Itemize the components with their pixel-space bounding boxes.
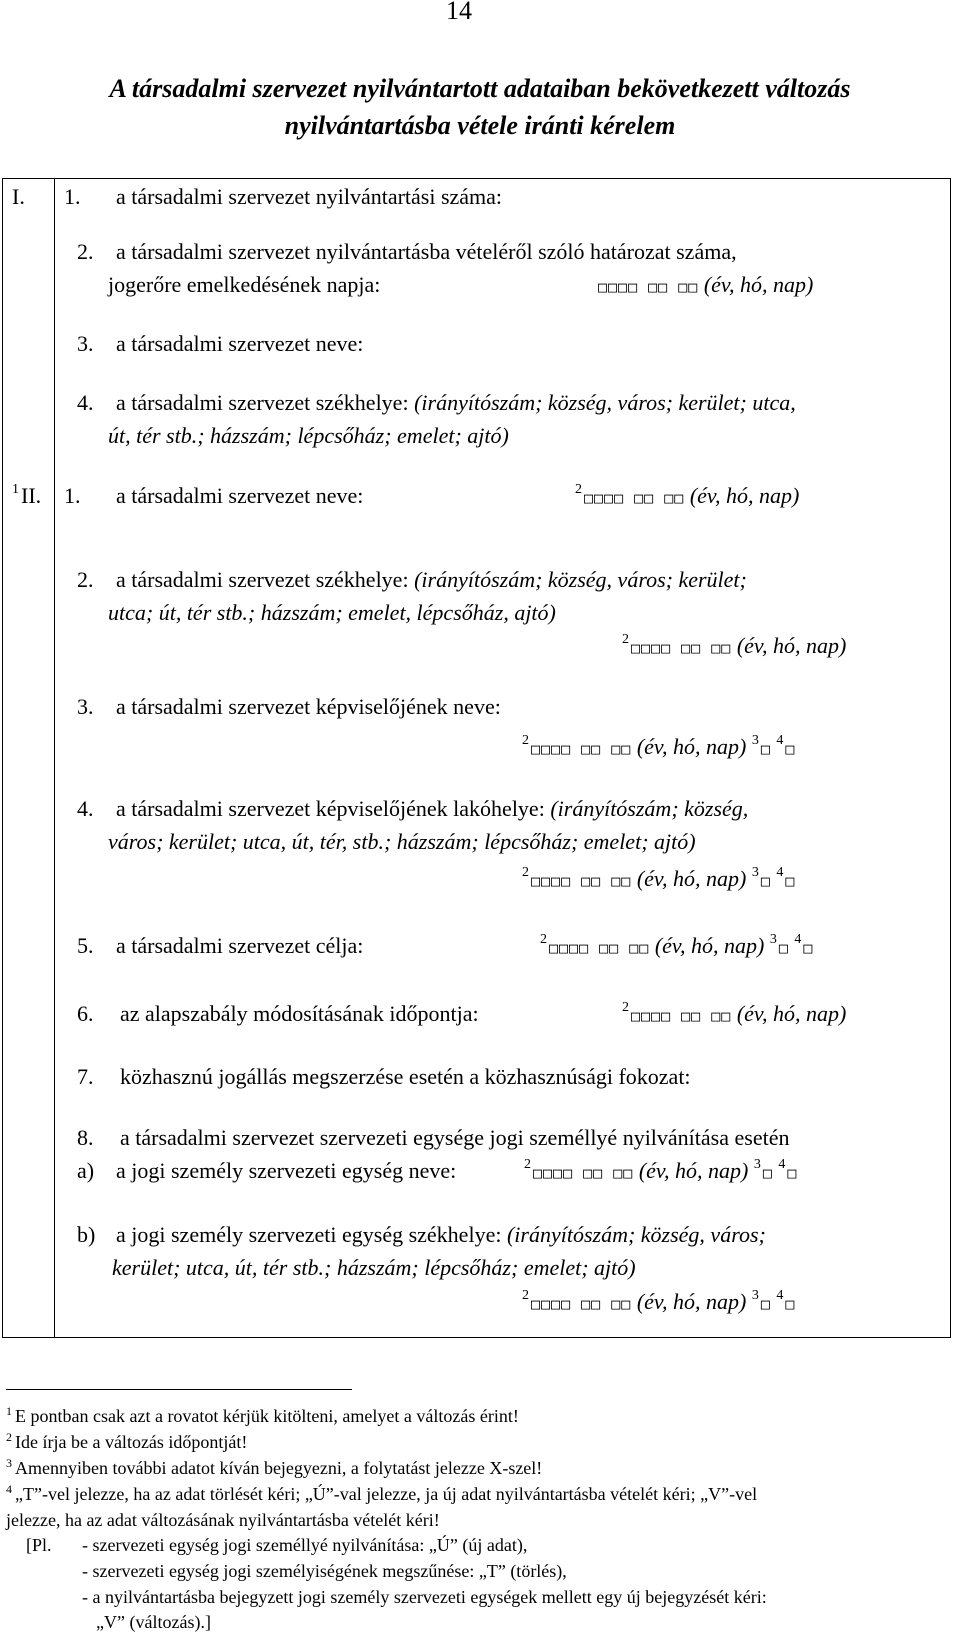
section-ii-item8b-hint2: kerület; utca, út, tér stb.; házszám; lépcsőház; emelet; ajtó) — [112, 1255, 636, 1280]
section-ii-item3-label: a társadalmi szervezet képviselőjének neve: — [116, 694, 501, 719]
section-ii-item8-num: 8. — [77, 1125, 94, 1150]
section-i-item2-label1: a társadalmi szervezet nyilvántartásba vételéről szóló határozat száma, — [116, 239, 737, 264]
date-boxes[interactable]: □□□□ □□ □□ — [533, 1164, 634, 1182]
section-ii-item8b-num: b) — [77, 1222, 96, 1247]
date-boxes[interactable]: □□□□ □□ □□ — [631, 1007, 732, 1025]
change-type-box[interactable]: □ — [787, 1164, 798, 1182]
date-boxes[interactable]: □□□□ □□ □□ — [584, 489, 685, 507]
section-ii-item8a-date: $^2$ □□□□ □□ □□ (év, hó, nap) $^3$ □ $^4$ □ — [524, 1157, 798, 1183]
section-i-item4-num: 4. — [77, 390, 94, 415]
date-boxes[interactable]: □□□□ □□ □□ — [531, 740, 632, 758]
section-ii-item2-hint2: utca; út, tér stb.; házszám; emelet, lépcsőház, ajtó) — [108, 600, 556, 625]
section-ii-item4-label: a társadalmi szervezet képviselőjének lakóhelye: (irányítószám; község, — [116, 796, 749, 821]
date-boxes[interactable]: □□□□ □□ □□ — [598, 278, 699, 296]
section-ii-item6-label: az alapszabály módosításának időpontja: — [120, 1001, 479, 1026]
section-ii-item8-label: a társadalmi szervezet szervezeti egysége jogi személlyé nyilvánítása esetén — [120, 1125, 790, 1150]
section-ii-item4-num: 4. — [77, 796, 94, 821]
section-i-item4-hint2: út, tér stb.; házszám; lépcsőház; emelet; ajtó) — [108, 423, 509, 448]
footnote-4-line1: $^4$ „T”-vel jelezze, ha az adat törlését kéri; „Ú”-val jelezze, ja új adat nyilvántartásba vételét kéri; „V”-vel — [6, 1482, 758, 1504]
section-i-item1-num: 1. — [64, 184, 81, 209]
section-ii-item2-num: 2. — [77, 567, 94, 592]
example-line3: - a nyilvántartásba bejegyzett jogi személy szervezeti egységek mellett egy új bejegyzését kéri: — [82, 1587, 767, 1607]
example-line4: „V” (változás).] — [96, 1612, 211, 1632]
section-i-item2-num: 2. — [77, 239, 94, 264]
section-ii-item7-num: 7. — [77, 1064, 94, 1089]
section-i-item3-num: 3. — [77, 331, 94, 356]
section-ii-label — [12, 483, 41, 509]
section-i-item4-hint1: (irányítószám; község, város; kerület; utca, — [414, 390, 796, 415]
section-ii-item2-date: $^2$ □□□□ □□ □□ (év, hó, nap) — [622, 632, 847, 658]
section-i-item2-date — [598, 272, 813, 298]
section-ii-item5-label: a társadalmi szervezet célja: — [116, 933, 364, 958]
example-line1: - szervezeti egység jogi személlyé nyilvánítása: „Ú” (új adat), — [82, 1535, 528, 1555]
section-ii-item1-date: $^2$ □□□□ □□ □□ (év, hó, nap) — [575, 482, 800, 508]
footnote-3: $^3$ Amennyiben további adatot kíván bejegyezni, a folytatást jelezze X-szel! — [6, 1456, 543, 1478]
change-type-box[interactable]: □ — [785, 740, 796, 758]
date-boxes[interactable]: □□□□ □□ □□ — [531, 1295, 632, 1313]
page-number: 14 — [446, 0, 472, 25]
footnote-4-line2: jelezze, ha az adat változásának nyilvántartásba vételét kéri! — [6, 1510, 440, 1530]
continuation-checkbox[interactable]: □ — [760, 1295, 771, 1313]
section-ii-item4-date: $^2$ □□□□ □□ □□ (év, hó, nap) $^3$ □ $^4$ □ — [522, 865, 796, 891]
form-title-line2: nyilvántartásba vétele iránti kérelem — [284, 111, 676, 140]
section-ii-item4-hint2: város; kerület; utca, út, tér, stb.; házszám; lépcsőház; emelet; ajtó) — [108, 829, 696, 854]
section-ii-item1-num: 1. — [64, 483, 81, 508]
section-ii-item6-date: $^2$ □□□□ □□ □□ (év, hó, nap) — [622, 1000, 847, 1026]
example-line2: - szervezeti egység jogi személyiségének megszűnése: „T” (törlés), — [82, 1561, 567, 1581]
section-ii-item8b-date: $^2$ □□□□ □□ □□ (év, hó, nap) $^3$ □ $^4$ □ — [522, 1288, 796, 1314]
section-ii-item2-label: a társadalmi szervezet székhelye: (irányítószám; község, város; kerület; — [116, 567, 747, 592]
section-ii-item8a-num: a) — [77, 1158, 95, 1183]
section-ii-item7-label: közhasznú jogállás megszerzése esetén a közhasznúsági fokozat: — [120, 1064, 691, 1089]
footnote-2: $^2$ Ide írja be a változás időpontját! — [6, 1430, 248, 1452]
change-type-box[interactable]: □ — [785, 872, 796, 890]
form-title-line1: A társadalmi szervezet nyilvántartott adataiban bekövetkezett változás — [109, 74, 851, 103]
continuation-checkbox[interactable]: □ — [762, 1164, 773, 1182]
section-ii-item5-date: $^2$ □□□□ □□ □□ (év, hó, nap) $^3$ □ $^4$ □ — [540, 932, 814, 958]
example-prefix: [Pl. — [26, 1535, 52, 1555]
footnote-separator — [6, 1389, 352, 1390]
date-unit: (év, hó, nap) — [703, 272, 814, 297]
section-ii-item3-num: 3. — [77, 694, 94, 719]
section-ii-item3-date: $^2$ □□□□ □□ □□ (év, hó, nap) $^3$ □ $^4$ □ — [522, 733, 796, 759]
continuation-checkbox[interactable]: □ — [760, 740, 771, 758]
section-ii-item1-label: a társadalmi szervezet neve: — [116, 483, 364, 508]
continuation-checkbox[interactable]: □ — [760, 872, 771, 890]
section-i-label: I. — [12, 184, 25, 209]
section-i-item4-text: a társadalmi szervezet székhelye: — [116, 390, 409, 415]
section-column-divider — [54, 178, 55, 1338]
section-i-item4-label — [116, 390, 796, 416]
section-ii-item5-num: 5. — [77, 933, 94, 958]
date-boxes[interactable]: □□□□ □□ □□ — [549, 939, 650, 957]
section-ii-item6-num: 6. — [77, 1001, 94, 1026]
footnote-1: $^1$ E pontban csak azt a rovatot kérjük kitölteni, amelyet a változás érint! — [6, 1404, 519, 1426]
change-type-box[interactable]: □ — [785, 1295, 796, 1313]
section-ii-roman: II. — [21, 483, 42, 508]
section-i-item2-label2: jogerőre emelkedésének napja: — [108, 272, 381, 297]
section-ii-item8a-label: a jogi személy szervezeti egység neve: — [116, 1158, 457, 1183]
continuation-checkbox[interactable]: □ — [778, 939, 789, 957]
section-ii-item8b-label: a jogi személy szervezeti egység székhelye: (irányítószám; község, város; — [116, 1222, 766, 1247]
section-i-item1-label: a társadalmi szervezet nyilvántartási száma: — [116, 184, 503, 209]
footnote-ref-1: 1 — [12, 482, 19, 497]
section-i-item3-label: a társadalmi szervezet neve: — [116, 331, 364, 356]
date-boxes[interactable]: □□□□ □□ □□ — [531, 872, 632, 890]
change-type-box[interactable]: □ — [803, 939, 814, 957]
date-boxes[interactable]: □□□□ □□ □□ — [631, 639, 732, 657]
